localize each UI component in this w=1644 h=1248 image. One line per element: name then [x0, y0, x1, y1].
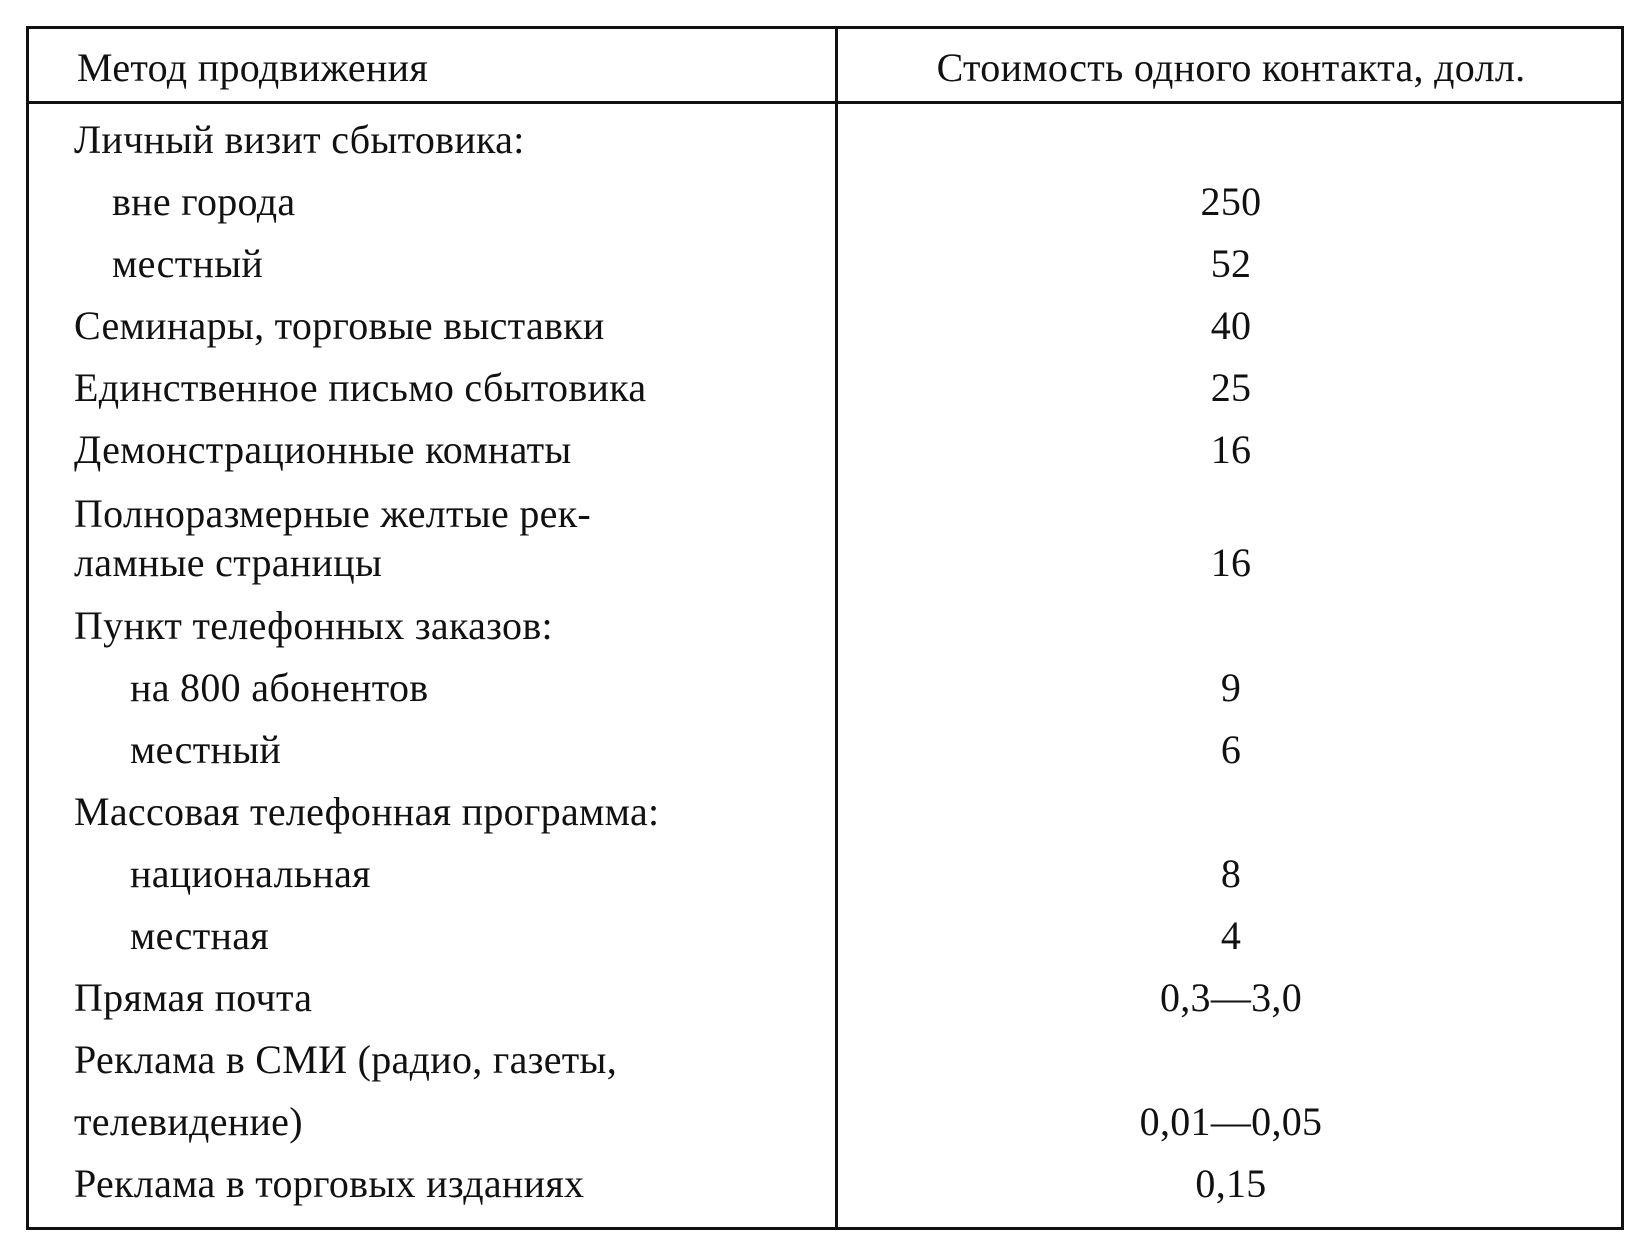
- row-method: Личный визит сбытовика:: [74, 117, 525, 162]
- row-cost: 0,01—0,05: [1139, 1099, 1323, 1144]
- row-method: Пункт телефонных заказов:: [74, 603, 553, 648]
- row-method: местный: [130, 727, 282, 772]
- row-method: Реклама в СМИ (радио, газеты,: [74, 1037, 618, 1082]
- row-method: телевидение): [74, 1099, 303, 1144]
- row-cost: 8: [1220, 851, 1242, 896]
- row-cost: 9: [1220, 665, 1242, 710]
- row-method: на 800 абонентов: [130, 665, 429, 710]
- row-method: местная: [130, 913, 269, 958]
- row-method: ламные страницы: [74, 540, 383, 585]
- header-cost: Стоимость одного контакта, долл.: [936, 45, 1526, 90]
- row-method: Семинары, торговые выставки: [74, 303, 605, 348]
- row-method: местный: [112, 241, 264, 286]
- row-cost: 0,3—3,0: [1159, 975, 1303, 1020]
- row-cost: 6: [1220, 727, 1242, 772]
- row-method: вне города: [112, 179, 296, 224]
- row-cost: 250: [1200, 179, 1262, 224]
- row-cost: 52: [1210, 241, 1252, 286]
- header-divider: [26, 101, 1624, 104]
- row-method: Реклама в торговых изданиях: [74, 1161, 585, 1206]
- row-cost: 4: [1220, 913, 1242, 958]
- row-method: Массовая телефонная программа:: [74, 789, 660, 834]
- row-method: Единственное письмо сбытовика: [74, 365, 647, 410]
- row-cost: 40: [1210, 303, 1252, 348]
- row-cost: 16: [1210, 540, 1252, 585]
- row-method: Демонстрационные комнаты: [74, 427, 572, 472]
- row-cost: 16: [1210, 427, 1252, 472]
- row-cost: 0,15: [1195, 1161, 1267, 1206]
- row-method: Полноразмерные желтые рек-: [74, 491, 592, 536]
- header-method: Метод продвижения: [77, 45, 429, 90]
- row-cost: 25: [1210, 365, 1252, 410]
- row-method: национальная: [130, 851, 371, 896]
- row-method: Прямая почта: [74, 975, 313, 1020]
